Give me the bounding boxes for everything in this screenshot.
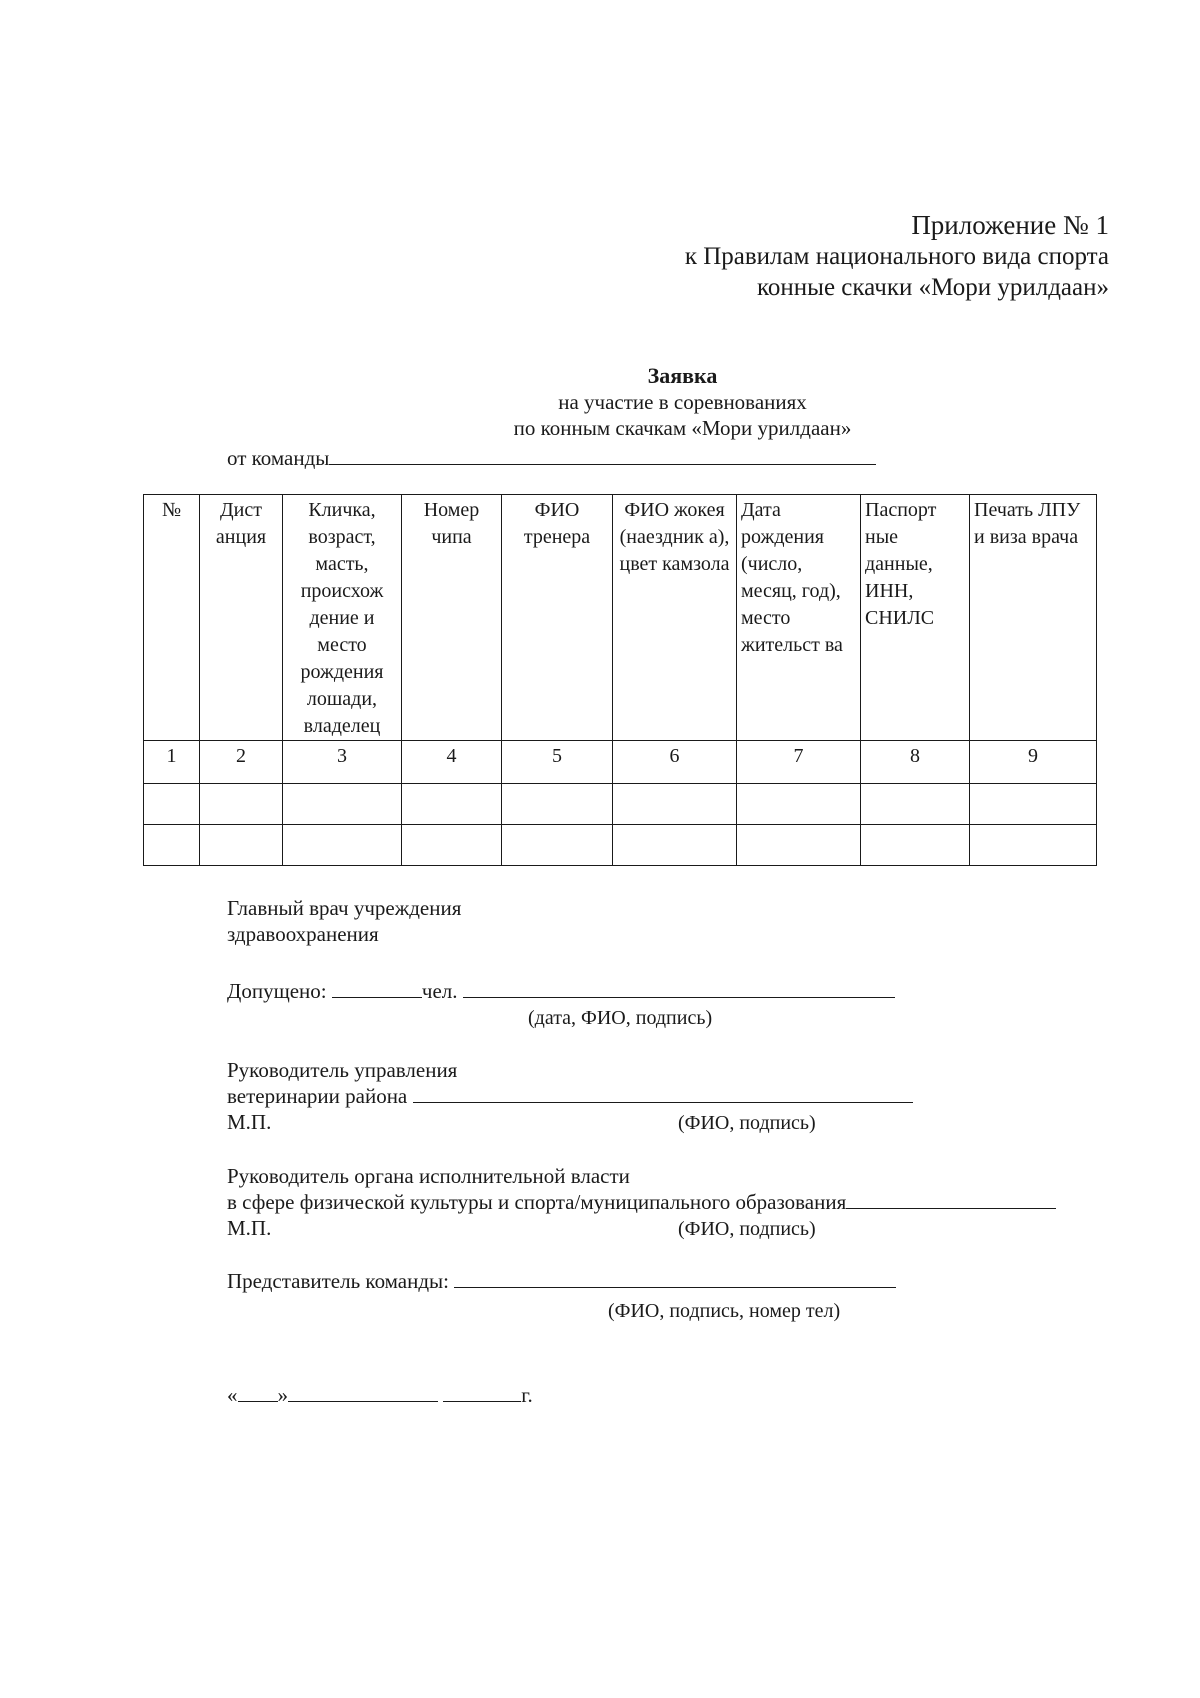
- table-cell[interactable]: [861, 825, 970, 866]
- table-cell[interactable]: [970, 825, 1097, 866]
- table-number-row: [144, 741, 1097, 784]
- vet-head-line1: Руководитель управления: [227, 1058, 458, 1082]
- sport-note: (ФИО, подпись): [678, 1218, 816, 1240]
- header-cell-birthdate: Дата рождения (число, месяц, год), место жительст ва: [737, 495, 861, 741]
- header-cell-horse: Кличка, возраст, масть, происхож дение и место рождения лошади, владелец: [283, 495, 402, 741]
- column-number: 3: [283, 741, 402, 784]
- date-year-line[interactable]: [443, 1385, 521, 1402]
- table-cell[interactable]: [402, 784, 502, 825]
- date-quote-open: «: [227, 1383, 238, 1407]
- table-cell[interactable]: [402, 825, 502, 866]
- admitted-count-line[interactable]: [332, 981, 422, 998]
- chief-doctor-line2: здравоохранения: [227, 922, 379, 946]
- header-cell-chip: Номер чипа: [402, 495, 502, 741]
- table-cell[interactable]: [200, 784, 283, 825]
- date-field: [227, 1382, 533, 1408]
- appendix-header: [685, 210, 1109, 303]
- representative-signature-line[interactable]: [454, 1271, 896, 1288]
- sport-signature-line[interactable]: [846, 1192, 1056, 1209]
- sport-head-block: [227, 1163, 1056, 1241]
- column-number: 6: [613, 741, 737, 784]
- table-cell[interactable]: [613, 825, 737, 866]
- table-cell[interactable]: [283, 784, 402, 825]
- column-number: 2: [200, 741, 283, 784]
- persons-label: чел.: [421, 979, 458, 1003]
- sport-head-line2: в сфере физической культуры и спорта/муниципального образования: [227, 1190, 847, 1214]
- table-row: [144, 825, 1097, 866]
- vet-signature-line[interactable]: [413, 1086, 913, 1103]
- table-header-row: [144, 495, 1097, 741]
- column-number: 8: [861, 741, 970, 784]
- table-cell[interactable]: [970, 784, 1097, 825]
- table-cell[interactable]: [502, 825, 613, 866]
- sport-head-line1: Руководитель органа исполнительной власти: [227, 1164, 630, 1188]
- team-blank-line[interactable]: [329, 448, 876, 465]
- table-cell[interactable]: [861, 784, 970, 825]
- representative-note: (ФИО, подпись, номер тел): [608, 1300, 841, 1322]
- date-day-line[interactable]: [238, 1385, 278, 1402]
- header-cell-jockey: ФИО жокея (наездник а), цвет камзола: [613, 495, 737, 741]
- admitted-label: Допущено:: [227, 979, 327, 1003]
- header-cell-passport: Паспорт ные данные, ИНН, СНИЛС: [861, 495, 970, 741]
- column-number: 1: [144, 741, 200, 784]
- table-cell[interactable]: [144, 784, 200, 825]
- admitted-signature-line[interactable]: [463, 981, 895, 998]
- header-cell-number: №: [144, 495, 200, 741]
- date-quote-close: »: [277, 1383, 288, 1407]
- title-subtitle-1: на участие в соревнованиях: [558, 390, 807, 414]
- representative-field: [227, 1268, 896, 1294]
- title-subtitle-2: по конным скачкам «Мори урилдаан»: [513, 416, 852, 440]
- table-cell[interactable]: [144, 825, 200, 866]
- sport-stamp-label: М.П.: [227, 1216, 272, 1240]
- appendix-sport-name: конные скачки «Мори урилдаан»: [757, 274, 1109, 301]
- column-number: 5: [502, 741, 613, 784]
- table-cell[interactable]: [200, 825, 283, 866]
- date-month-line[interactable]: [288, 1385, 438, 1402]
- table-cell[interactable]: [502, 784, 613, 825]
- admitted-note: (дата, ФИО, подпись): [528, 1007, 713, 1029]
- vet-stamp-label: М.П.: [227, 1110, 272, 1134]
- chief-doctor-line1: Главный врач учреждения: [227, 896, 462, 920]
- table-cell[interactable]: [737, 784, 861, 825]
- vet-head-line2: ветеринарии района: [227, 1084, 408, 1108]
- document-title: [420, 363, 945, 441]
- vet-note: (ФИО, подпись): [678, 1112, 816, 1134]
- header-cell-stamp: Печать ЛПУ и виза врача: [970, 495, 1097, 741]
- column-number: 7: [737, 741, 861, 784]
- team-field: [227, 445, 876, 471]
- table-cell[interactable]: [737, 825, 861, 866]
- table-cell[interactable]: [613, 784, 737, 825]
- table-cell[interactable]: [283, 825, 402, 866]
- column-number: 9: [970, 741, 1097, 784]
- date-year-suffix: г.: [521, 1383, 533, 1407]
- representative-label: Представитель команды:: [227, 1269, 449, 1293]
- appendix-number: Приложение № 1: [911, 210, 1109, 240]
- title-main: Заявка: [647, 363, 718, 388]
- header-cell-trainer: ФИО тренера: [502, 495, 613, 741]
- header-cell-distance: Дист анция: [200, 495, 283, 741]
- application-table: [143, 494, 1097, 866]
- table-row: [144, 784, 1097, 825]
- column-number: 4: [402, 741, 502, 784]
- admitted-field: [227, 978, 895, 1004]
- team-label: от команды: [227, 446, 330, 470]
- appendix-reference: к Правилам национального вида спорта: [684, 243, 1109, 270]
- chief-doctor-label: [227, 895, 461, 947]
